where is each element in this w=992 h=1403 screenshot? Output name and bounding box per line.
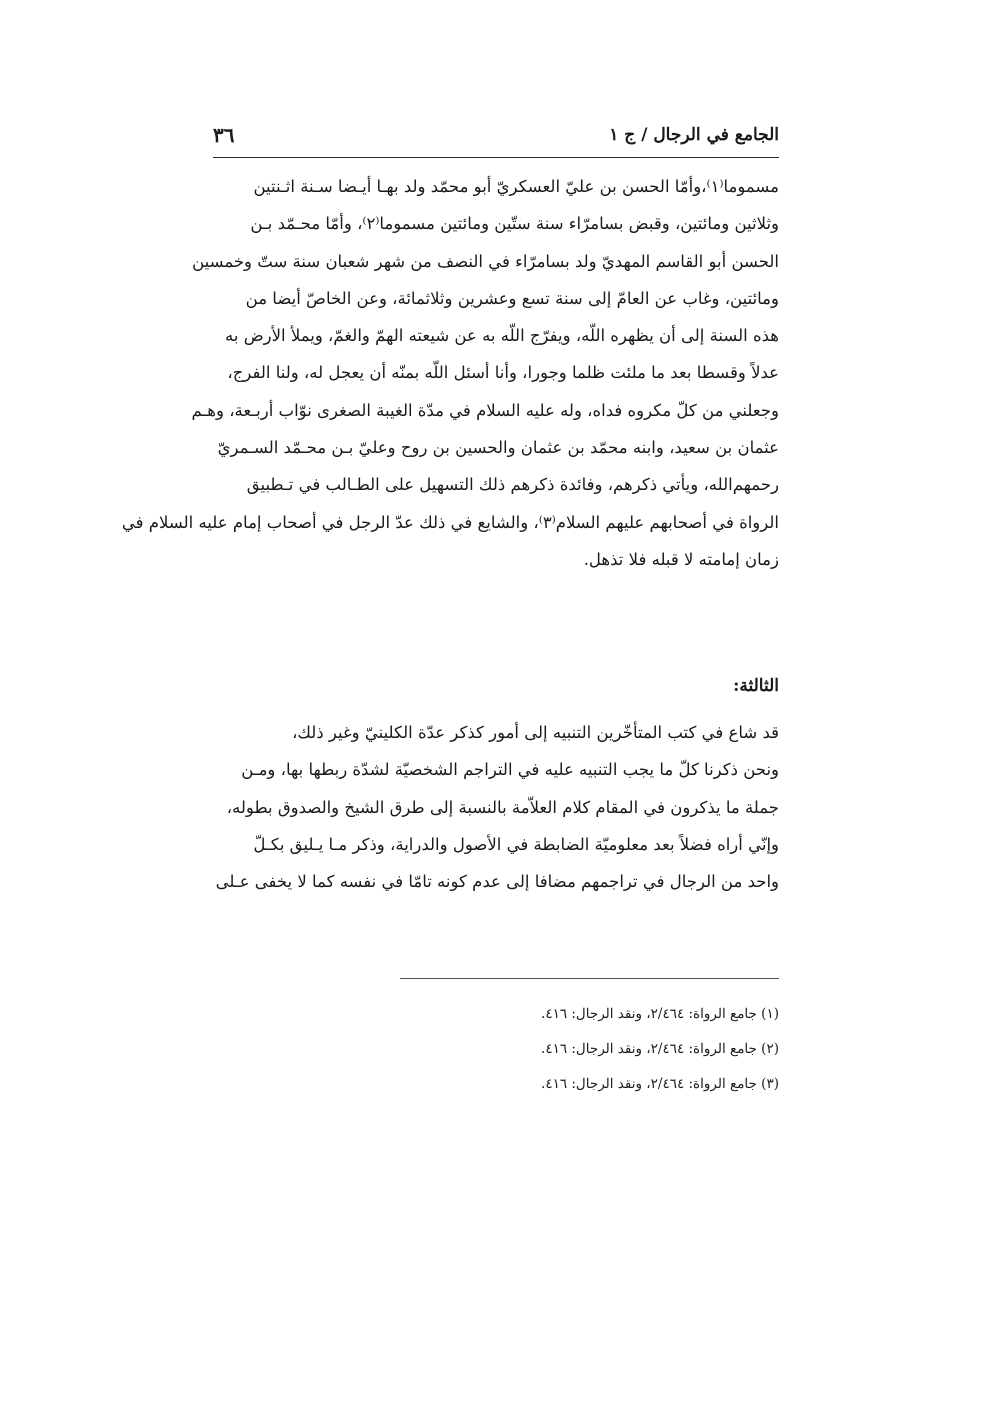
text-line: الحسن أبو القاسم المهديّ ولد بسامرّاء في النصف من شهر شعبان سنة ستّ وخمسين <box>192 251 779 271</box>
footnotes <box>213 997 779 1102</box>
footnote-3: (٣) جامع الرواة: ٢/٤٦٤، ونقد الرجال: ٤١٦. <box>541 1076 779 1092</box>
text-line: رحمهم‌الله، ويأتي ذكرهم، وفائدة ذكرهم ذلك التسهيل على الطـالب في تـطبيق <box>246 475 779 495</box>
footnote-2: (٢) جامع الرواة: ٢/٤٦٤، ونقد الرجال: ٤١٦. <box>541 1041 779 1057</box>
text-line: وثلاثين ومائتين، وقبض بسامرّاء سنة ستّين ومائتين مسموما⁽٢⁾، وأمّا محـمّد بـن <box>250 214 779 234</box>
text-line: واحد من الرجال في تراجمهم مضافا إلى عدم كونه تامّا في نفسه كما لا يخفى عـلى <box>215 872 779 892</box>
footnote-1: (١) جامع الرواة: ٢/٤٦٤، ونقد الرجال: ٤١٦. <box>541 1006 779 1022</box>
text-line: زمان إمامته لا قبله فلا تذهل. <box>583 549 779 569</box>
footnote-divider <box>400 978 779 979</box>
text-line: ونحن ذكرنا كلّ ما يجب التنبيه عليه في التراجم الشخصيّة لشدّة ربطها بها، ومـن <box>241 760 779 780</box>
text-line: هذه السنة إلى أن يظهره اللّه، ويفرّج اللّه به عن شيعته الهمّ والغمّ، ويملأ الأرض به <box>225 326 779 346</box>
running-header <box>213 120 779 150</box>
text-line: وجعلني من كلّ مكروه فداه، وله عليه السلام في مدّة الغيبة الصغرى نوّاب أربـعة، وهـم <box>191 400 779 420</box>
paragraph-1 <box>121 168 779 578</box>
page-number: ٣٦ <box>213 123 235 147</box>
text-line: الرواة في أصحابهم عليهم السلام⁽٣⁾، والشايع في ذلك عدّ الرجل في أصحاب إمام عليه السلام في <box>121 512 779 532</box>
text-line: قد شاع في كتب المتأخّرين التنبيه إلى أمور كذكر عدّة الكلينيّ وغير ذلك، <box>292 723 779 742</box>
text-line: عثمان بن سعيد، وابنه محمّد بن عثمان والحسين بن روح وعليّ بـن محـمّد السـمريّ <box>217 438 779 458</box>
text-line: ومائتين، وغاب عن العامّ إلى سنة تسع وعشرين وثلاثمائة، وعن الخاصّ أيضا من <box>245 288 779 308</box>
text-line: وإنّي أراه فضلاً بعد معلوميّة الضابطة في الأصول والدراية، وذكر مـا يـليق بكـلّ <box>253 834 779 854</box>
text-line: عدلاً وقسطا بعد ما ملئت ظلما وجورا، وأنا أسئل اللّه بمنّه أن يعجل له، ولنا الفرج، <box>227 363 779 383</box>
text-line: مسموما⁽١⁾،وأمّا الحسن بن عليّ العسكريّ أبو محمّد ولد بهـا أيـضا سـنة اثـنتين <box>253 177 779 196</box>
header-title: الجامع في الرجال / ج ١ <box>609 125 779 145</box>
section-heading: الثالثة: <box>733 676 779 696</box>
header-divider <box>213 157 779 158</box>
text-line: جملة ما يذكرون في المقام كلام العلاّمة بالنسبة إلى طرق الشيخ والصدوق بطوله، <box>226 797 779 817</box>
paragraph-2 <box>213 714 779 900</box>
